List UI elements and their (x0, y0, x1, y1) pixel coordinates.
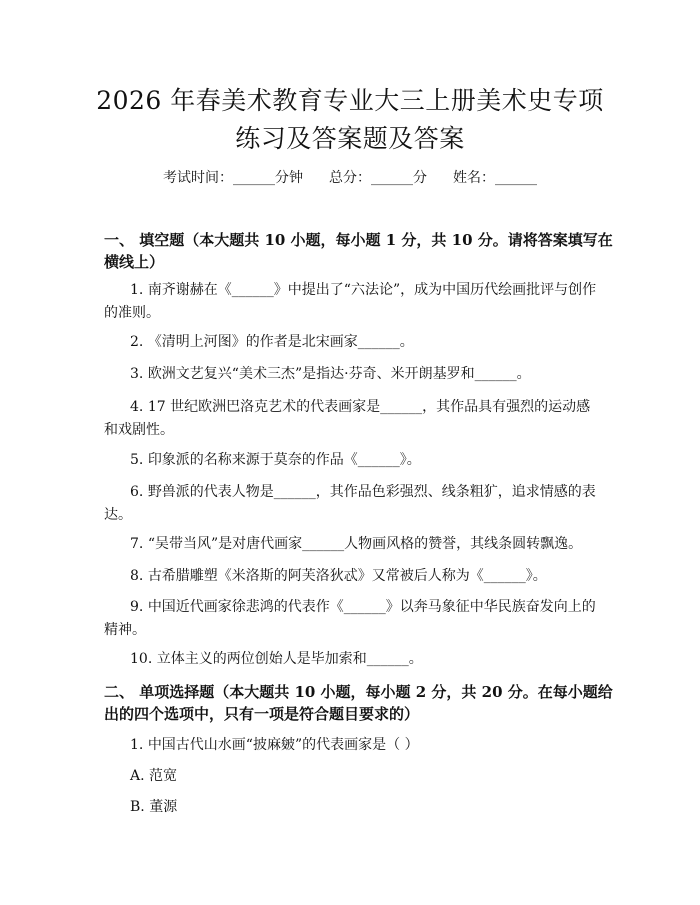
item-text: 印象派的名称来源于莫奈的作品《______》。 (147, 452, 421, 468)
fill-blank-item-9 (104, 596, 600, 642)
exam-time-label: 考试时间：______分钟 (163, 170, 303, 186)
item-text: “吴带当风”是对唐代画家______人物画风格的赞誉，其线条圆转飘逸。 (147, 536, 583, 552)
item-text: 南齐谢赫在《______》中提出了“六法论”，成为中国历代绘画批评与创作的准则。 (104, 282, 597, 321)
item-number: 5. (130, 452, 144, 468)
item-text: 欧洲文艺复兴“美术三杰”是指达·芬奇、米开朗基罗和______。 (147, 366, 531, 382)
fill-blank-item-4 (104, 396, 600, 442)
item-number: 3. (130, 366, 144, 382)
item-number: 6. (130, 484, 144, 500)
item-text: 中国近代画家徐悲鸿的代表作《______》以奔马象征中华民族奋发向上的精神。 (104, 599, 596, 638)
title-line-1: 2026 年春美术教育专业大三上册美术史专项 (96, 86, 604, 115)
item-number: 2. (130, 334, 144, 350)
item-number: 1. (130, 737, 144, 753)
item-number: 4. (130, 399, 144, 415)
item-text: 17 世纪欧洲巴洛克艺术的代表画家是______，其作品具有强烈的运动感和戏剧性。 (104, 399, 591, 438)
section-2-heading: 二、 单项选择题（本大题共 10 小题，每小题 2 分，共 20 分。在每小题给出的四个选项中，只有一项是符合题目要求的） (104, 683, 613, 723)
fill-blank-item-6 (104, 481, 600, 527)
total-score-label: 总分：______分 (329, 170, 427, 186)
title-line-2: 练习及答案题及答案 (235, 124, 465, 153)
fill-blank-item-5 (104, 449, 600, 472)
student-name-label: 姓名：______ (453, 170, 537, 186)
item-text: 野兽派的代表人物是______，其作品色彩强烈、线条粗犷，追求情感的表达。 (104, 484, 596, 523)
option-a: A. 范宽 (130, 768, 178, 784)
fill-blank-item-1 (104, 279, 600, 325)
item-number: 8. (130, 568, 144, 584)
item-number: 9. (130, 599, 144, 615)
fill-blank-item-2 (104, 331, 600, 354)
section-1-heading: 一、 填空题（本大题共 10 小题，每小题 1 分，共 10 分。请将答案填写在横线上） (104, 231, 613, 271)
item-number: 7. (130, 536, 144, 552)
item-text: 立体主义的两位创始人是毕加索和______。 (156, 651, 423, 667)
item-number: 1. (130, 282, 144, 298)
choice-question-1 (104, 734, 600, 757)
item-number: 10. (130, 651, 153, 667)
item-text: 《清明上河图》的作者是北宋画家______。 (147, 334, 414, 350)
item-text: 古希腊雕塑《米洛斯的阿芙洛狄忒》又常被后人称为《______》。 (147, 568, 547, 584)
fill-blank-item-10 (104, 648, 600, 671)
document-title (60, 82, 640, 158)
exam-info-line (60, 168, 640, 188)
option-b: B. 董源 (130, 799, 178, 815)
fill-blank-item-7 (104, 533, 600, 556)
fill-blank-item-8 (104, 565, 600, 588)
fill-blank-item-3 (104, 363, 600, 386)
item-text: 中国古代山水画“披麻皴”的代表画家是（ ） (147, 737, 419, 753)
